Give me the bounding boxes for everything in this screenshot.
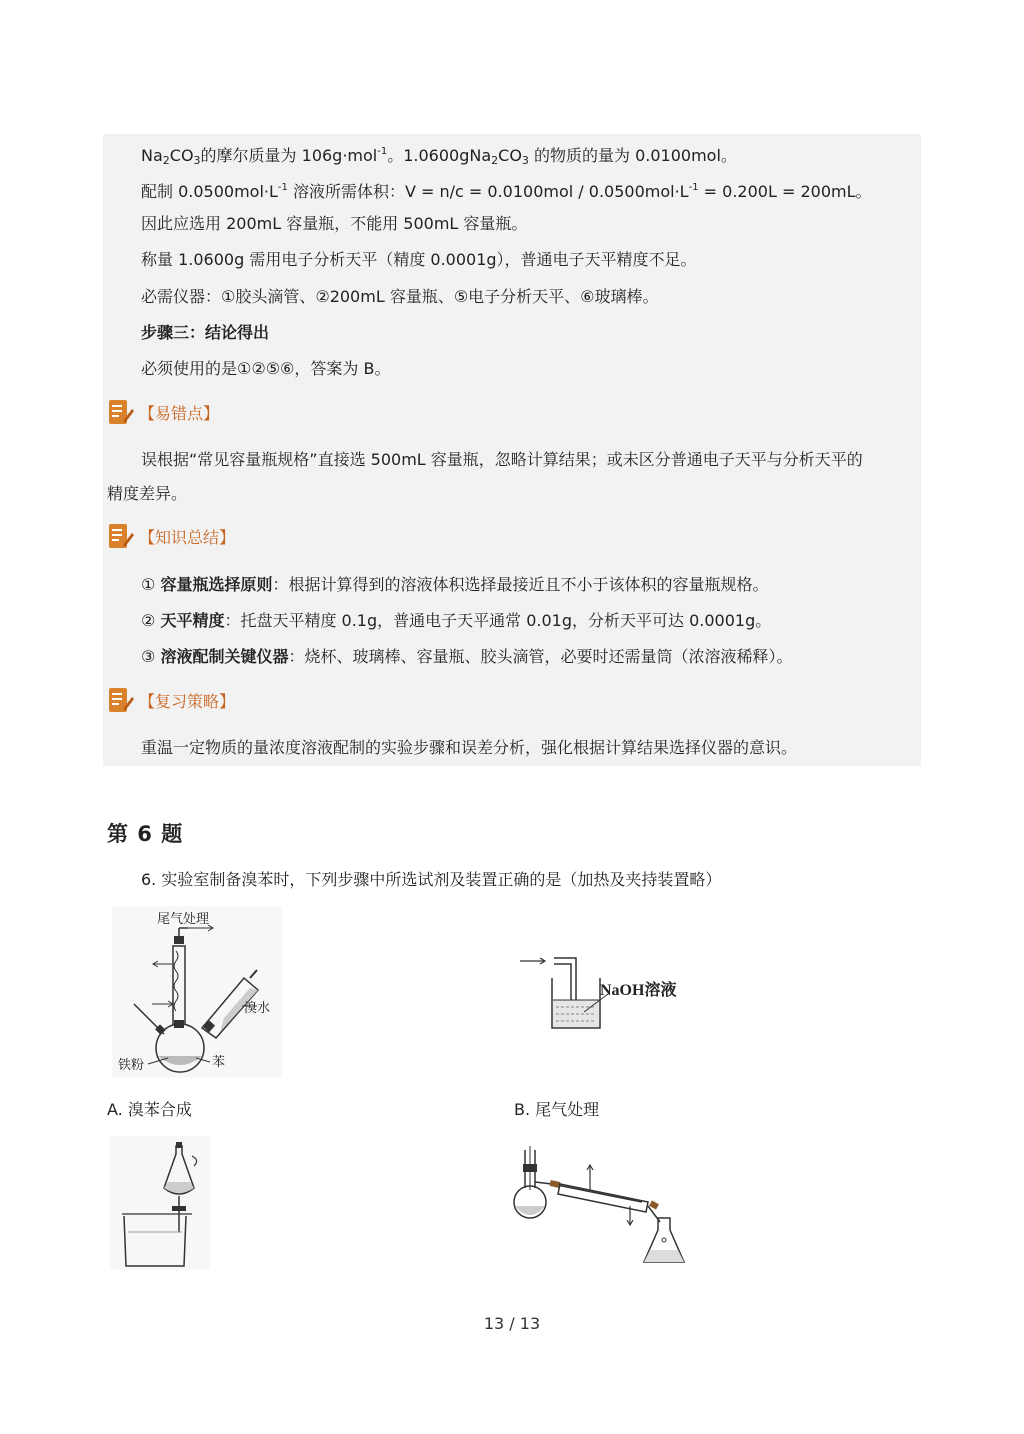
- question-title: 第 6 题: [107, 822, 184, 846]
- label-benzene: 苯: [212, 1054, 226, 1069]
- figure-d-distillation-apparatus: [512, 1140, 692, 1270]
- review-text: 重温一定物质的量浓度溶液配制的实验步骤和误差分析，强化根据计算结果选择仪器的意识。: [141, 738, 798, 757]
- notepad-pen-icon: [107, 521, 135, 551]
- solution-line-flask: 因此应选用 200mL 容量瓶，不能用 500mL 容量瓶。: [141, 214, 528, 233]
- notepad-pen-icon: [107, 397, 135, 427]
- summary-label: 【知识总结】: [139, 527, 236, 547]
- figure-a-synthesis-apparatus: [112, 906, 282, 1078]
- figure-b-tail-gas-apparatus: [514, 950, 694, 1034]
- label-naoh-solution: NaOH溶液: [600, 982, 677, 999]
- solution-line-molar-mass: $Na_2CO_3$的摩尔质量为 106g·mol$^{-1}$。$1.0600gNa_2CO_3$ 的物质的量为 0.0100mol。: [141, 146, 737, 167]
- step3-title: 步骤三：结论得出: [141, 323, 270, 342]
- page-number: 13 / 13: [483, 1314, 541, 1333]
- mistakes-text-1: 误根据“常见容量瓶规格”直接选 500mL 容量瓶，忽略计算结果；或未区分普通电子天平与分析天平的: [141, 450, 863, 469]
- label-iron-powder: 铁粉: [118, 1057, 145, 1072]
- review-label: 【复习策略】: [139, 691, 236, 711]
- summary-item-2: ② 天平精度：托盘天平精度 0.1g，普通电子天平通常 0.01g，分析天平可达 0.0001g。: [141, 611, 772, 630]
- label-bromine-water: 溴水: [244, 1000, 271, 1015]
- review-heading: [107, 684, 235, 716]
- mistakes-text-2: 精度差异。: [107, 484, 188, 503]
- option-a-caption: A. 溴苯合成: [107, 1100, 192, 1119]
- option-b-caption: B. 尾气处理: [514, 1100, 600, 1119]
- summary-heading: [107, 520, 235, 552]
- question-stem: 6. 实验室制备溴苯时，下列步骤中所选试剂及装置正确的是（加热及夹持装置略）: [141, 870, 722, 889]
- summary-item-1: ① 容量瓶选择原则：根据计算得到的溶液体积选择最接近且不小于该体积的容量瓶规格。: [141, 575, 769, 594]
- label-tail-gas: 尾气处理: [157, 911, 210, 926]
- figure-c-separatory-funnel: [110, 1136, 210, 1270]
- solution-line-answer: 必须使用的是①②⑤⑥，答案为 B。: [141, 359, 391, 378]
- mistakes-label: 【易错点】: [139, 403, 220, 423]
- mistakes-heading: [107, 396, 219, 428]
- solution-line-volume: 配制 $0.0500mol\cdot L^{-1}$ 溶液所需体积：$V = n/c = 0.0100mol / 0.0500mol\cdot L^{-1} = 0.200L = 200mL$。: [141, 182, 872, 201]
- solution-line-balance: 称量 1.0600g 需用电子分析天平（精度 0.0001g），普通电子天平精度不足。: [141, 250, 697, 269]
- solution-line-instruments: 必需仪器：①胶头滴管、②200mL 容量瓶、⑤电子分析天平、⑥玻璃棒。: [141, 287, 659, 306]
- notepad-pen-icon: [107, 685, 135, 715]
- summary-item-3: ③ 溶液配制关键仪器：烧杯、玻璃棒、容量瓶、胶头滴管，必要时还需量筒（浓溶液稀释）。: [141, 647, 793, 666]
